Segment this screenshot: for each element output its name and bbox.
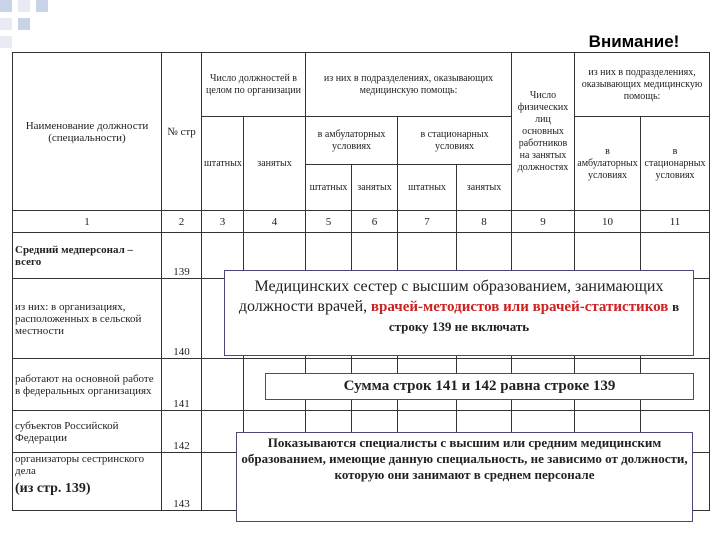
decor-square — [36, 0, 48, 12]
attention-heading: Внимание! — [578, 28, 690, 56]
col-number: 5 — [306, 211, 352, 233]
header-row-number: № стр — [162, 53, 202, 211]
col-number: 3 — [202, 211, 244, 233]
header-med-units-2: из них в подразделениях, оказывающих медицинскую помощь: — [575, 53, 710, 117]
note-highlight: врачей-методистов или врачей-статистиков — [370, 299, 669, 315]
col-number: 9 — [512, 211, 575, 233]
row-label: из них: в организациях, расположенных в сельской местности — [13, 279, 162, 359]
decor-square — [18, 18, 30, 30]
note-exclusion — [224, 270, 694, 356]
decor-square — [18, 0, 30, 12]
header-inpatient-staff: штатных — [398, 165, 457, 211]
header-total-positions: Число должностей в целом по организации — [202, 53, 306, 117]
row-label: субъектов Российской Федерации — [13, 411, 162, 453]
header-ambulatory-2: в амбулаторных условиях — [575, 117, 641, 211]
row-label: организаторы сестринского дела — [15, 453, 145, 477]
header-inpatient-2: в стационарных условиях — [641, 117, 710, 211]
row-number: 143 — [162, 453, 202, 511]
decor-square — [0, 18, 12, 30]
row-number: 139 — [162, 233, 202, 279]
header-occupied: занятых — [244, 117, 306, 211]
col-number: 4 — [244, 211, 306, 233]
header-staff: штатных — [202, 117, 244, 211]
row-label: (из стр. 139) — [15, 481, 91, 496]
col-number: 8 — [457, 211, 512, 233]
header-inpatient-occupied: занятых — [457, 165, 512, 211]
header-ambulatory: в амбулаторных условиях — [306, 117, 398, 165]
header-position-name: Наименование должности (специальности) — [13, 53, 162, 211]
note-text: в строку 139 не включать — [388, 299, 680, 334]
note-text: Медицинских сестер с высшим образованием, занимающих должности врачей, — [238, 278, 664, 315]
col-number: 6 — [352, 211, 398, 233]
row-label: Средний медперсонал – всего — [13, 233, 162, 279]
note-sum: Сумма строк 141 и 142 равна строке 139 — [265, 373, 694, 400]
col-number: 7 — [398, 211, 457, 233]
decor-square — [0, 0, 12, 12]
row-number: 141 — [162, 359, 202, 411]
header-inpatient: в стационарных условиях — [398, 117, 512, 165]
col-number: 11 — [641, 211, 710, 233]
note-specialists: Показываются специалисты с высшим или средним медицинским образованием, имеющие данную специальность, не зависимо от должности, которую они занимают в среднем персонале — [236, 432, 693, 522]
header-med-units: из них в подразделениях, оказывающих медицинскую помощь: — [306, 53, 512, 117]
row-number: 140 — [162, 279, 202, 359]
row-label: работают на основной работе в федеральных организациях — [13, 359, 162, 411]
header-ambulatory-staff: штатных — [306, 165, 352, 211]
col-number: 2 — [162, 211, 202, 233]
col-number: 1 — [13, 211, 162, 233]
header-ambulatory-occupied: занятых — [352, 165, 398, 211]
header-individuals: Число физических лиц основных работников на занятых должностях — [512, 53, 575, 211]
row-label-group — [13, 453, 162, 511]
col-number: 10 — [575, 211, 641, 233]
decor-square — [0, 36, 12, 48]
row-number: 142 — [162, 411, 202, 453]
